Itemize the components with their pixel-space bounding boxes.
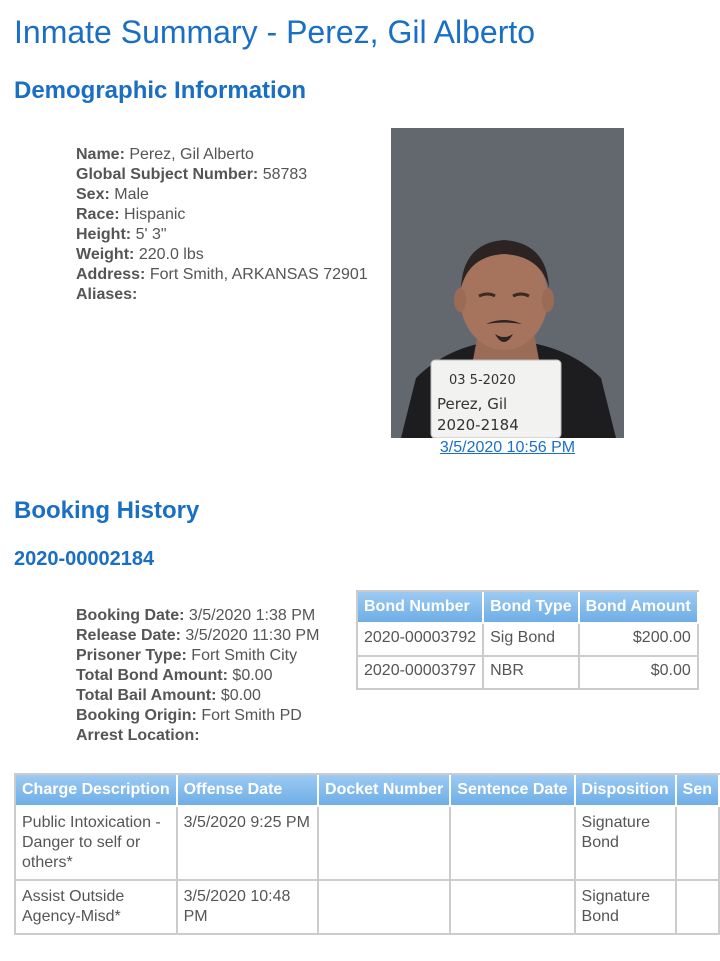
- field-prisoner-type: [76, 646, 319, 666]
- bond-number-cell: 2020-00003792: [358, 624, 484, 657]
- field-label: Weight:: [76, 246, 135, 263]
- sentence-date-cell: [451, 807, 575, 881]
- column-header: Charge Description: [16, 775, 178, 807]
- field-label: Race:: [76, 206, 120, 223]
- field-label: Address:: [76, 266, 146, 283]
- mugshot-photo: [391, 128, 624, 438]
- sentence-cell: [677, 807, 720, 881]
- field-race: [76, 205, 368, 225]
- charge-description-cell: Public Intoxication - Danger to self or others*: [16, 807, 178, 881]
- field-label: Prisoner Type:: [76, 647, 187, 664]
- bond-table-header-row: [358, 592, 699, 624]
- sign-line-3: 2020-2184: [437, 416, 519, 434]
- disposition-cell: Signature Bond: [576, 807, 677, 881]
- charge-table-header-row: [16, 775, 720, 807]
- field-height: [76, 225, 368, 245]
- field-value: Fort Smith City: [191, 647, 298, 664]
- field-label: Sex:: [76, 186, 110, 203]
- field-arrest-location: [76, 726, 319, 746]
- sign-line-2: Perez, Gil: [437, 395, 508, 413]
- column-header: Bond Amount: [580, 592, 699, 624]
- sentence-date-cell: [451, 881, 575, 935]
- field-total-bond-amount: [76, 666, 319, 686]
- column-header: Sentence Date: [451, 775, 575, 807]
- field-global-subject-number: [76, 165, 368, 185]
- field-weight: [76, 245, 368, 265]
- booking-history-heading: Booking History: [14, 497, 200, 524]
- field-address: [76, 265, 368, 285]
- field-value: Hispanic: [124, 206, 186, 223]
- field-booking-date: [76, 606, 319, 626]
- bond-type-cell: Sig Bond: [484, 624, 579, 657]
- field-label: Booking Origin:: [76, 707, 197, 724]
- field-label: Booking Date:: [76, 607, 185, 624]
- field-value: 220.0 lbs: [138, 246, 204, 263]
- field-aliases: [76, 285, 368, 305]
- field-value: Fort Smith, ARKANSAS 72901: [149, 266, 368, 283]
- demographic-fields: [76, 145, 368, 305]
- field-value: 58783: [262, 166, 308, 183]
- demographic-heading: Demographic Information: [14, 77, 307, 104]
- field-label: Global Subject Number:: [76, 166, 259, 183]
- column-header: Offense Date: [178, 775, 319, 807]
- field-value: Fort Smith PD: [201, 707, 302, 724]
- sign-line-1: 03 5-2020: [449, 373, 516, 388]
- field-total-bail-amount: [76, 686, 319, 706]
- field-booking-origin: [76, 706, 319, 726]
- field-label: Aliases:: [76, 286, 138, 303]
- field-value: 3/5/2020 11:30 PM: [185, 627, 320, 644]
- column-header: Docket Number: [319, 775, 451, 807]
- offense-date-cell: 3/5/2020 10:48 PM: [178, 881, 319, 935]
- column-header: Bond Number: [358, 592, 484, 624]
- booking-number: 2020-00002184: [14, 548, 155, 570]
- field-value: $0.00: [232, 667, 273, 684]
- photo-date-link[interactable]: 3/5/2020 10:56 PM: [439, 439, 576, 456]
- field-label: Arrest Location:: [76, 727, 200, 744]
- field-label: Total Bond Amount:: [76, 667, 228, 684]
- docket-number-cell: [319, 881, 451, 935]
- disposition-cell: Signature Bond: [576, 881, 677, 935]
- field-sex: [76, 185, 368, 205]
- field-value: 5' 3": [135, 226, 167, 243]
- field-value: 3/5/2020 1:38 PM: [188, 607, 316, 624]
- bond-amount-cell: $200.00: [580, 624, 699, 657]
- field-label: Release Date:: [76, 627, 181, 644]
- table-row: [16, 807, 720, 881]
- charge-table: [14, 773, 720, 935]
- bond-type-cell: NBR: [484, 657, 579, 690]
- bond-amount-cell: $0.00: [580, 657, 699, 690]
- field-label: Total Bail Amount:: [76, 687, 217, 704]
- offense-date-cell: 3/5/2020 9:25 PM: [178, 807, 319, 881]
- column-header: Sen: [677, 775, 720, 807]
- field-label: Height:: [76, 226, 132, 243]
- mugshot-image: [391, 128, 624, 438]
- page-title: Inmate Summary - Perez, Gil Alberto: [14, 14, 536, 50]
- field-value: $0.00: [220, 687, 261, 704]
- bond-table: [356, 590, 699, 690]
- field-release-date: [76, 626, 319, 646]
- column-header: Bond Type: [484, 592, 579, 624]
- field-name: [76, 145, 368, 165]
- charge-description-cell: Assist Outside Agency-Misd*: [16, 881, 178, 935]
- booking-fields: [76, 606, 319, 746]
- field-label: Name:: [76, 146, 125, 163]
- field-value: Male: [114, 186, 149, 203]
- sentence-cell: [677, 881, 720, 935]
- table-row: [16, 881, 720, 935]
- mugshot-container: [391, 128, 624, 456]
- table-row: [358, 657, 699, 690]
- column-header: Disposition: [576, 775, 677, 807]
- bond-number-cell: 2020-00003797: [358, 657, 484, 690]
- docket-number-cell: [319, 807, 451, 881]
- field-value: Perez, Gil Alberto: [129, 146, 254, 163]
- table-row: [358, 624, 699, 657]
